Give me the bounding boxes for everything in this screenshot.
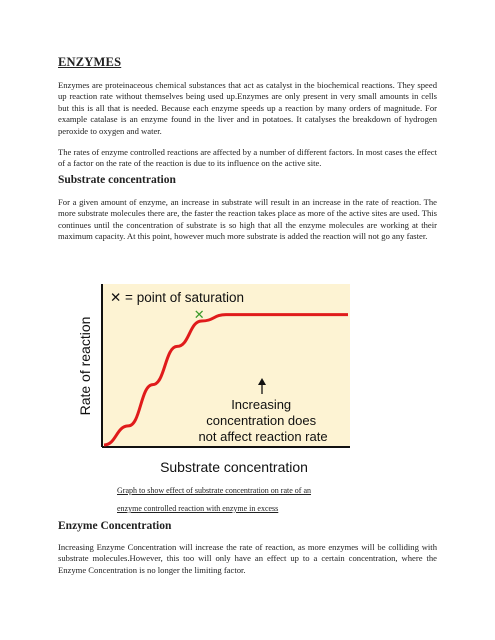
substrate-paragraph: For a given amount of enzyme, an increase in substrate will result in an increase in the rate of reaction. The more substrate molecules there are, the faster the reaction takes place as more of the active sites are used. This continues until the concentration of substrate is so high that all the enzyme molecules are working at their maximum capacity. At this point, however much more substrate is added the reaction will not go any faster. [58, 197, 438, 242]
intro-paragraph: Enzymes are proteinaceous chemical substances that act as catalyst in the biochemical reactions. They speed up reaction rate without themselves being used up.Enzymes are only present in very small amounts in cells but this is all that is needed. Because each enzyme speeds up a reaction by many orders of magnitude. For example catalase is an enzyme found in the liver and in potatoes. It catalyses the breakdown of hydrogen peroxide to oxygen and water. [58, 80, 437, 136]
figure-caption-line-1: Graph to show effect of substrate concentration on rate of an [117, 486, 312, 495]
figure-caption-line-2: enzyme controlled reaction with enzyme in excess [117, 504, 279, 513]
x-axis-label: Substrate concentration [160, 459, 308, 475]
annotation-line-3: not affect reaction rate [198, 429, 328, 444]
y-axis-label: Rate of reaction [77, 316, 93, 416]
saturation-marker: ✕ [193, 308, 205, 324]
document-title: ENZYMES [58, 55, 122, 69]
saturation-graph [60, 282, 360, 482]
annotation-line-2: concentration does [206, 413, 317, 428]
enzyme-heading: Enzyme Concentration [58, 520, 172, 532]
rates-paragraph: The rates of enzyme controlled reactions are affected by a number of different factors. In most cases the effect of a factor on the rate of the reaction is due to its influence on the active site. [58, 147, 437, 169]
saturation-legend: ✕ = point of saturation [110, 290, 245, 305]
substrate-heading: Substrate concentration [58, 174, 176, 186]
annotation-line-1: Increasing [231, 397, 292, 412]
enzyme-paragraph: Increasing Enzyme Concentration will increase the rate of reaction, as more enzymes will be colliding with substrate molecules.However, this too will only have an effect up to a certain concentration, where the Enzyme Concentration is no longer the limiting factor. [58, 542, 437, 575]
